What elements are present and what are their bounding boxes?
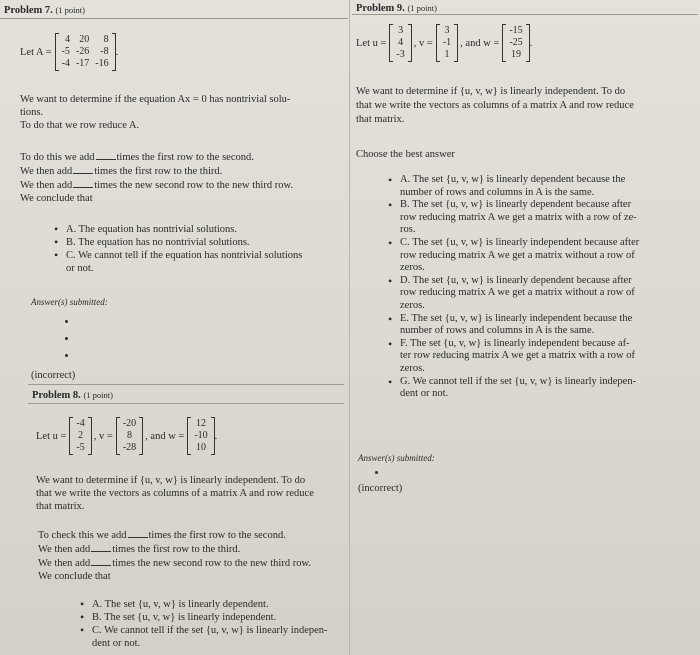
problem-9-header: Problem 9. (1 point)	[356, 3, 437, 14]
p8-intro-line-3: that matrix.	[36, 501, 85, 512]
p9-intro-line-1: We want to determine if {u, v, w} is linearly independent. To do	[356, 86, 626, 97]
p9-vectors: Let u = 3 4 -3 , v = 3 -1 1 , and w = -15 -25 19 .	[356, 25, 533, 60]
matrix-a-bracket: 4 20 8 -5 -26 -8 -4 -17 -16	[55, 33, 116, 71]
p8-blank-3[interactable]	[91, 556, 111, 566]
p7-step-2: We then add times the first row to the third.	[20, 166, 223, 177]
p7-conclude: We conclude that	[20, 193, 93, 204]
p7-answers-submitted: Answer(s) submitted:	[31, 297, 108, 307]
p9-option-c[interactable]: • C. The set {u, v, w} is linearly independent because after row reducing matrix A we get a matrix without a row of zeros.	[388, 237, 688, 275]
p8-blank-2[interactable]	[91, 542, 111, 552]
p7-step-1: To do this we add times the first row to the second.	[20, 152, 254, 163]
answer-bullet	[65, 337, 68, 340]
p7-intro-line-3: To do that we row reduce A.	[20, 120, 140, 131]
p7-blank-3[interactable]	[73, 178, 93, 188]
p8-step-3: We then add times the new second row to the new third row.	[38, 558, 311, 569]
p7-step-3: We then add times the new second row to the new third row.	[20, 180, 293, 191]
p9-option-e[interactable]: • E. The set {u, v, w} is linearly independent because the number of rows and columns in A is the same.	[388, 313, 688, 338]
p9-intro-line-2: that we write the vectors as columns of a matrix A and row reduce	[356, 100, 634, 111]
divider-line	[28, 384, 344, 385]
p9-choose-label: Choose the best answer	[356, 149, 455, 160]
p8-conclude: We conclude that	[38, 571, 111, 582]
column-divider	[349, 0, 350, 655]
p7-option-c[interactable]: • C. We cannot tell if the equation has nontrivial solutions	[54, 249, 302, 262]
p7-option-a[interactable]: • A. The equation has nontrivial solutions.	[54, 223, 302, 236]
p7-options	[54, 223, 302, 262]
answer-bullet	[65, 320, 68, 323]
vector-w: 12 -10 10	[187, 417, 214, 455]
let-u-label: Let u =	[36, 430, 67, 442]
p7-option-b[interactable]: • B. The equation has no nontrivial solutions.	[54, 236, 302, 249]
vector-v: -20 8 -28	[116, 417, 143, 455]
problem-7-header: Problem 7. (1 point)	[4, 5, 85, 16]
vector-u: 3 4 -3	[389, 24, 411, 62]
p9-option-a[interactable]: • A. The set {u, v, w} is linearly dependent because the number of rows and columns in A is the same.	[388, 174, 688, 199]
p9-intro-line-3: that matrix.	[356, 114, 405, 125]
vector-w: -15 -25 19	[502, 24, 529, 62]
p8-intro-line-1: We want to determine if {u, v, w} is linearly independent. To do	[36, 475, 306, 486]
right-column	[352, 0, 700, 655]
p9-option-g[interactable]: • G. We cannot tell if the set {u, v, w} is linearly indepen- dent or not.	[388, 376, 688, 401]
p9-option-b[interactable]: • B. The set {u, v, w} is linearly dependent because after row reducing matrix A we get a matrix with a row of ze- ros.	[388, 199, 688, 237]
answer-bullet	[65, 354, 68, 357]
p8-intro-line-2: that we write the vectors as columns of a matrix A and row reduce	[36, 488, 314, 499]
matrix-a: Let A = 4 20 8 -5 -26 -8 -4 -17 -16 .	[20, 34, 119, 69]
let-u-label: Let u =	[356, 37, 387, 49]
vector-v: 3 -1 1	[436, 24, 458, 62]
p9-option-f[interactable]: • F. The set {u, v, w} is linearly independent because af- ter row reducing matrix A we get a matrix with a row of zeros.	[388, 338, 688, 376]
let-a-label: Let A =	[20, 46, 52, 58]
divider-line	[0, 18, 348, 19]
p8-option-b[interactable]: • B. The set {u, v, w} is linearly independent.	[80, 611, 328, 624]
p8-option-a[interactable]: • A. The set {u, v, w} is linearly dependent.	[80, 598, 328, 611]
p9-status: (incorrect)	[358, 483, 403, 494]
p7-blank-2[interactable]	[73, 164, 93, 174]
divider-line	[352, 14, 698, 15]
p7-blank-1[interactable]	[96, 150, 116, 160]
p9-answers-submitted: Answer(s) submitted:	[358, 453, 435, 463]
p7-intro-line-2: tions.	[20, 107, 44, 118]
p7-intro-line-1: We want to determine if the equation Ax = 0 has nontrivial solu-	[20, 94, 291, 105]
p8-blank-1[interactable]	[128, 528, 148, 538]
p7-option-c-cont: or not.	[66, 263, 94, 274]
divider-line	[28, 403, 344, 404]
answer-bullet	[375, 471, 378, 474]
vector-u: -4 2 -5	[69, 417, 91, 455]
p8-option-c[interactable]: • C. We cannot tell if the set {u, v, w} is linearly indepen-	[80, 624, 328, 637]
p8-step-2: We then add times the first row to the third.	[38, 544, 241, 555]
p7-status: (incorrect)	[31, 370, 76, 381]
p8-options	[80, 598, 328, 637]
p9-options	[388, 174, 688, 401]
problem-8-header: Problem 8. (1 point)	[32, 390, 113, 401]
left-column	[0, 0, 348, 655]
p9-option-d[interactable]: • D. The set {u, v, w} is linearly dependent because after row reducing matrix A we get a matrix without a row of zeros.	[388, 275, 688, 313]
p8-option-c-cont: dent or not.	[92, 638, 141, 649]
p8-step-1: To check this we add times the first row to the second.	[38, 530, 286, 541]
p8-vectors: Let u = -4 2 -5 , v = -20 8 -28 , and w = 12 -10 10 .	[36, 418, 218, 453]
